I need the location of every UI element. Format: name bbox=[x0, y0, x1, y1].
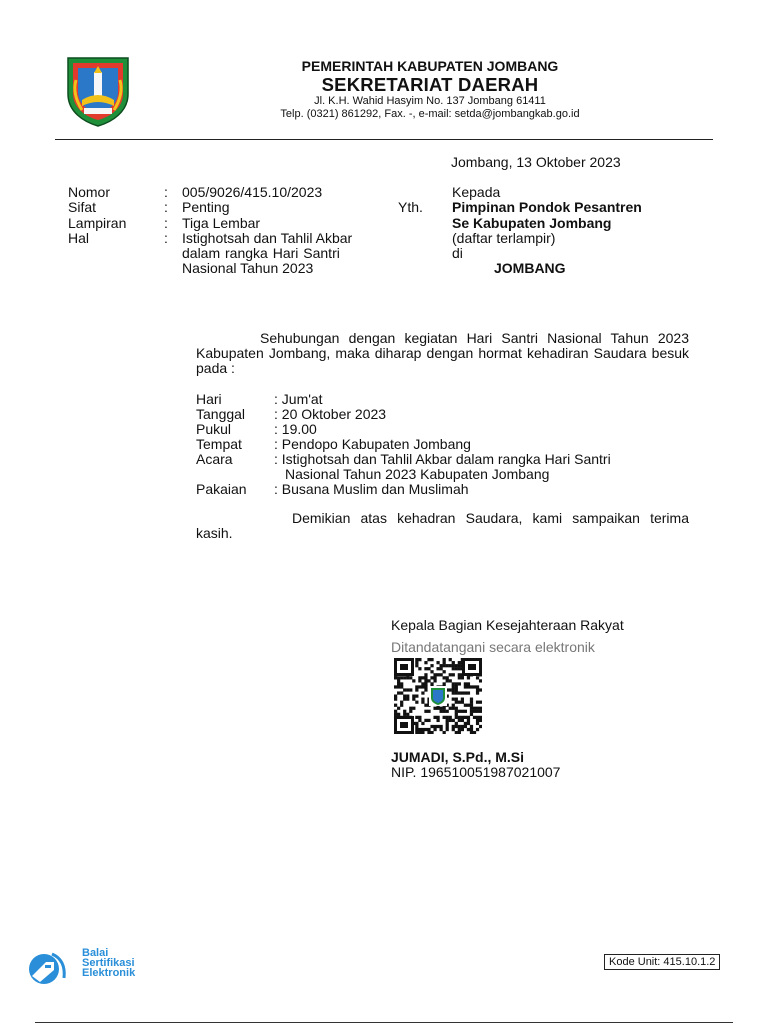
detail-value: : Busana Muslim dan Muslimah bbox=[274, 481, 469, 497]
meta-colon: : bbox=[164, 199, 168, 215]
footer-divider bbox=[35, 1022, 733, 1023]
recipient-kepada: Kepada bbox=[452, 184, 501, 200]
body-paragraph-2 bbox=[196, 511, 689, 541]
detail-value: : Jum'at bbox=[274, 391, 323, 407]
meta-label: Lampiran bbox=[68, 215, 127, 231]
bse-text-line3: Elektronik bbox=[82, 967, 136, 979]
recipient-yth: Yth. bbox=[398, 199, 423, 215]
electronic-sign-note: Ditandatangani secara elektronik bbox=[391, 639, 595, 655]
signer-nip: NIP. 196510051987021007 bbox=[391, 764, 561, 780]
meta-value-hal-cont: Nasional Tahun 2023 bbox=[182, 260, 314, 276]
meta-value-hal: Istighotsah dan Tahlil Akbar bbox=[182, 230, 353, 246]
meta-colon: : bbox=[164, 215, 168, 231]
detail-label: Pukul bbox=[196, 421, 232, 437]
detail-value: : 19.00 bbox=[274, 421, 317, 437]
detail-value: : 20 Oktober 2023 bbox=[274, 406, 387, 422]
meta-colon: : bbox=[164, 184, 168, 200]
body-paragraph-1 bbox=[196, 331, 689, 376]
recipient-city: JOMBANG bbox=[494, 260, 566, 276]
body-p1-last: besuk pada : bbox=[196, 345, 690, 376]
detail-label: Pakaian bbox=[196, 481, 247, 497]
meta-value-sifat: Penting bbox=[182, 199, 230, 215]
signer-name: JUMADI, S.Pd., M.Si bbox=[391, 749, 525, 765]
detail-value: : Pendopo Kabupaten Jombang bbox=[274, 436, 471, 452]
body-p1-first: Sehubungan dengan kegiatan Hari Santri Nasional Tahun 2023 bbox=[260, 330, 689, 346]
meta-label: Sifat bbox=[68, 199, 97, 215]
letterhead-contact: Telp. (0321) 861292, Fax. -, e-mail: setda@jombangkab.go.id bbox=[280, 108, 580, 120]
body-p2-first: Demikian atas kehadran Saudara, kami sampaikan terima bbox=[292, 510, 689, 526]
letter-date: Jombang, 13 Oktober 2023 bbox=[451, 154, 621, 170]
detail-label: Tempat bbox=[196, 436, 242, 452]
meta-label: Hal bbox=[68, 230, 90, 246]
meta-value-hal-cont: dalam rangka Hari Santri bbox=[182, 245, 340, 261]
signer-position: Kepala Bagian Kesejahteraan Rakyat bbox=[391, 617, 624, 633]
recipient-di: di bbox=[452, 245, 463, 261]
recipient-note: (daftar terlampir) bbox=[452, 230, 556, 246]
recipient-name: Pimpinan Pondok Pesantren bbox=[452, 199, 642, 215]
meta-label: Nomor bbox=[68, 184, 111, 200]
detail-value-cont: Nasional Tahun 2023 Kabupaten Jombang bbox=[285, 466, 550, 482]
detail-value: : Istighotsah dan Tahlil Akbar dalam rangka Hari Santri bbox=[274, 451, 611, 467]
meta-colon: : bbox=[164, 230, 168, 246]
meta-value-lampiran: Tiga Lembar bbox=[182, 215, 261, 231]
letterhead-address: Jl. K.H. Wahid Hasyim No. 137 Jombang 61411 bbox=[314, 95, 546, 107]
letterhead-office: SEKRETARIAT DAERAH bbox=[321, 74, 539, 95]
body-p1-rest: Kabupaten Jombang, maka diharap dengan hormat kehadiran Saudara bbox=[196, 345, 647, 361]
detail-label: Tanggal bbox=[196, 406, 246, 422]
recipient-area: Se Kabupaten Jombang bbox=[452, 215, 612, 231]
letterhead-divider bbox=[55, 139, 713, 140]
bse-text-line2: Sertifikasi bbox=[82, 957, 135, 969]
letterhead-government: PEMERINTAH KABUPATEN JOMBANG bbox=[301, 58, 559, 74]
detail-label: Hari bbox=[196, 391, 222, 407]
bse-emblem-icon bbox=[24, 948, 68, 986]
kode-unit: Kode Unit: 415.10.1.2 bbox=[604, 954, 720, 970]
bse-text-line1: Balai bbox=[82, 947, 109, 959]
qr-code-icon bbox=[394, 658, 482, 734]
detail-label: Acara bbox=[196, 451, 233, 467]
meta-value-nomor: 005/9026/415.10/2023 bbox=[182, 184, 323, 200]
body-p2-last: kasih. bbox=[196, 525, 233, 541]
